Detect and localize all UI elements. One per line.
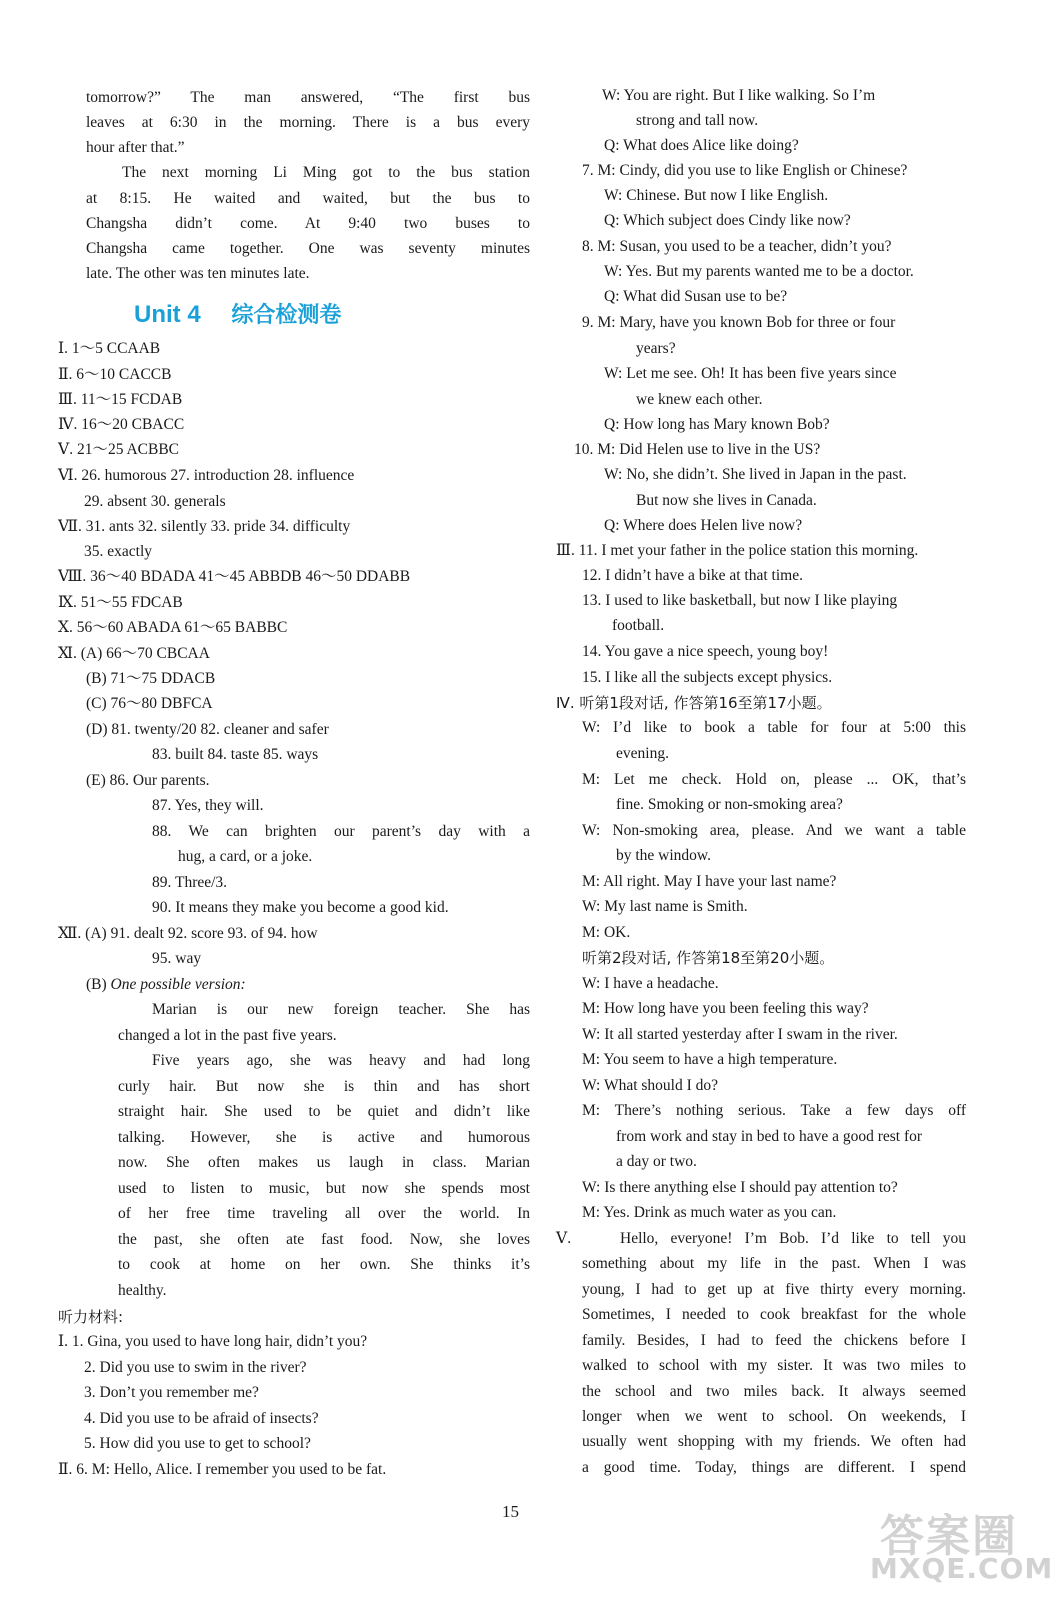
text-line: we knew each other. [636, 391, 763, 408]
text-line: 听力材料: [58, 1308, 124, 1326]
text-line: 2. Did you use to swim in the river? [84, 1359, 307, 1376]
text-line: Marian is our new foreign teacher. She has [152, 1001, 530, 1018]
text-line: The next morning Li Ming got to the bus station [122, 164, 530, 181]
text-line: hour after that.” [86, 139, 185, 156]
text-line: 95. way [152, 950, 202, 967]
right-column [556, 0, 1026, 1500]
text-line: family. Besides, I had to feed the chickens before I [582, 1332, 966, 1349]
text-line: Ⅰ. 1. Gina, you used to have long hair, didn’t you? [58, 1333, 368, 1350]
text-line: M: OK. [582, 924, 631, 941]
text-line: Q: Which subject does Cindy like now? [604, 212, 851, 229]
text-line: 83. built 84. taste 85. ways [152, 746, 319, 763]
text-line: W: Let me see. Oh! It has been five years since [604, 365, 897, 382]
text-line: Ⅳ. 听第1段对话, 作答第16至第17小题。 [556, 694, 832, 712]
text-line: Ⅳ. 16～20 CBACC [58, 416, 185, 433]
text-line: a good time. Today, things are different. I spend [582, 1459, 966, 1476]
text-line: leaves at 6:30 in the morning. There is a bus every [86, 114, 530, 131]
text-line: walked to school with my sister. It was two miles to [582, 1357, 966, 1374]
text-line: Ⅰ. 1～5 CCAAB [58, 340, 161, 357]
text-line: Ⅴ. [556, 1230, 572, 1247]
text-line: M: All right. May I have your last name? [582, 873, 837, 890]
text-line: Ⅱ. 6～10 CACCB [58, 366, 172, 383]
text-line: (E) 86. Our parents. [86, 772, 210, 789]
text-line: Ⅷ. 36～40 BDADA 41～45 ABBDB 46～50 DDABB [58, 568, 411, 585]
text-line: a day or two. [616, 1153, 697, 1170]
text-line: M: Let me check. Hold on, please ... OK, that’s [582, 771, 966, 788]
text-line: the past, she often ate fast food. Now, she loves [118, 1231, 530, 1248]
text-line: (B) One possible version: [86, 976, 246, 993]
text-line: 90. It means they make you become a good kid. [152, 899, 449, 916]
text-line: W: Non-smoking area, please. And we want a table [582, 822, 966, 839]
text-line: strong and tall now. [636, 112, 759, 129]
text-line: M: How long have you been feeling this way? [582, 1000, 869, 1017]
text-line: Ⅲ. 11. I met your father in the police station this morning. [556, 542, 919, 559]
text-line: W: Yes. But my parents wanted me to be a doctor. [604, 263, 914, 280]
text-line: Changsha didn’t come. At 9:40 two buses to [86, 215, 530, 232]
text-line: 10. M: Did Helen use to live in the US? [574, 441, 821, 458]
text-line: Ⅹ. 56～60 ABADA 61～65 BABBC [58, 619, 288, 636]
text-line: curly hair. But now she is thin and has short [118, 1078, 530, 1095]
text-line: 4. Did you use to be afraid of insects? [84, 1410, 319, 1427]
text-line: 8. M: Susan, you used to be a teacher, didn’t you? [582, 238, 892, 255]
text-line: talking. However, she is active and humorous [118, 1129, 530, 1146]
text-line: W: What should I do? [582, 1077, 719, 1094]
text-line: used to listen to music, but now she spends most [118, 1180, 530, 1197]
text-line: changed a lot in the past five years. [118, 1027, 337, 1044]
text-line: (C) 76～80 DBFCA [86, 695, 213, 712]
text-line: But now she lives in Canada. [636, 492, 817, 509]
text-line: 3. Don’t you remember me? [84, 1384, 259, 1401]
text-line: M: There’s nothing serious. Take a few days off [582, 1102, 966, 1119]
text-line: of her free time traveling all over the world. In [118, 1205, 530, 1222]
page-number: 15 [502, 1502, 519, 1521]
text-line: W: My last name is Smith. [582, 898, 748, 915]
text-line: 9. M: Mary, have you known Bob for three or four [582, 314, 896, 331]
text-line: W: No, she didn’t. She lived in Japan in the past. [604, 466, 907, 483]
text-line: Ⅱ. 6. M: Hello, Alice. I remember you used to be fat. [58, 1461, 387, 1478]
text-line: Q: What does Alice like doing? [604, 137, 799, 154]
text-line: straight hair. She used to be quiet and didn’t like [118, 1103, 530, 1120]
unit-title: 综合检测卷 [231, 303, 342, 328]
left-column [58, 0, 538, 1500]
watermark-logo [860, 1500, 1054, 1596]
text-line: Hello, everyone! I’m Bob. I’d like to tell you [620, 1230, 966, 1247]
text-line: the school and two miles back. It always seemed [582, 1383, 966, 1400]
text-line: Ⅻ. (A) 91. dealt 92. score 93. of 94. how [58, 925, 318, 942]
text-line: 5. How did you use to get to school? [84, 1435, 311, 1452]
text-line: M: Yes. Drink as much water as you can. [582, 1204, 837, 1221]
text-line: late. The other was ten minutes late. [86, 265, 310, 282]
text-line: Ⅴ. 21～25 ACBBC [58, 441, 180, 458]
text-line: 14. You gave a nice speech, young boy! [582, 643, 829, 660]
text-line: Q: What did Susan use to be? [604, 288, 788, 305]
watermark-text: 答案圈 [880, 1511, 1018, 1562]
text-line: W: It all started yesterday after I swam in the river. [582, 1026, 898, 1043]
text-line: Ⅸ. 51～55 FDCAB [58, 594, 183, 611]
text-line: to cook at home on her own. She thinks it’s [118, 1256, 530, 1273]
text-line: healthy. [118, 1282, 167, 1299]
text-line: Five years ago, she was heavy and had long [152, 1052, 530, 1069]
text-line: years? [636, 340, 676, 357]
text-line: (D) 81. twenty/20 82. cleaner and safer [86, 721, 329, 738]
text-line: 听第2段对话, 作答第18至第20小题。 [582, 949, 835, 967]
text-line: W: Is there anything else I should pay attention to? [582, 1179, 898, 1196]
text-line: from work and stay in bed to have a good rest for [616, 1128, 923, 1145]
text-line: Ⅺ. (A) 66～70 CBCAA [58, 645, 210, 662]
text-line: (B) 71～75 DDACB [86, 670, 216, 687]
text-line: tomorrow?” The man answered, “The first bus [86, 89, 530, 106]
text-line: 15. I like all the subjects except physics. [582, 669, 833, 686]
text-line: 7. M: Cindy, did you use to like English or Chinese? [582, 162, 908, 179]
text-line: Q: Where does Helen live now? [604, 517, 803, 534]
unit-number: Unit 4 [134, 301, 201, 328]
text-line: fine. Smoking or non-smoking area? [616, 796, 843, 813]
text-line: 87. Yes, they will. [152, 797, 264, 814]
watermark-url: MXQE.COM [870, 1552, 1054, 1585]
text-line: 13. I used to like basketball, but now I like playing [582, 592, 898, 609]
text-line: Ⅲ. 11～15 FCDAB [58, 391, 183, 408]
text-line: at 8:15. He waited and waited, but the bus to [86, 190, 530, 207]
text-line: Sometimes, I needed to cook breakfast for the whole [582, 1306, 966, 1323]
text-line: usually went shopping with my friends. We often had [582, 1433, 966, 1450]
text-line: W: You are right. But I like walking. So I’m [602, 87, 876, 104]
unit-heading [134, 300, 341, 331]
text-line: now. She often makes us laugh in class. Marian [118, 1154, 530, 1171]
text-line: M: You seem to have a high temperature. [582, 1051, 838, 1068]
text-line: something about my life in the past. When I was [582, 1255, 966, 1272]
text-line: W: I’d like to book a table for four at 5:00 this [582, 719, 966, 736]
text-line: evening. [616, 745, 669, 762]
text-line: 35. exactly [84, 543, 153, 560]
text-line: 29. absent 30. generals [84, 493, 226, 510]
text-line: 12. I didn’t have a bike at that time. [582, 567, 803, 584]
text-line: longer when we went to school. On weekends, I [582, 1408, 966, 1425]
text-line: W: Chinese. But now I like English. [604, 187, 829, 204]
text-line: Changsha came together. One was seventy minutes [86, 240, 530, 257]
text-line: hug, a card, or a joke. [178, 848, 313, 865]
text-line: football. [612, 617, 665, 634]
text-line: young, I had to get up at five thirty every morning. [582, 1281, 966, 1298]
text-line: 88. We can brighten our parent’s day with a [152, 823, 530, 840]
text-line: Ⅵ. 26. humorous 27. introduction 28. influence [58, 467, 355, 484]
text-line: W: I have a headache. [582, 975, 719, 992]
text-line: by the window. [616, 847, 711, 864]
text-line: Ⅶ. 31. ants 32. silently 33. pride 34. difficulty [58, 518, 351, 535]
text-line: Q: How long has Mary known Bob? [604, 416, 830, 433]
text-line: 89. Three/3. [152, 874, 228, 891]
